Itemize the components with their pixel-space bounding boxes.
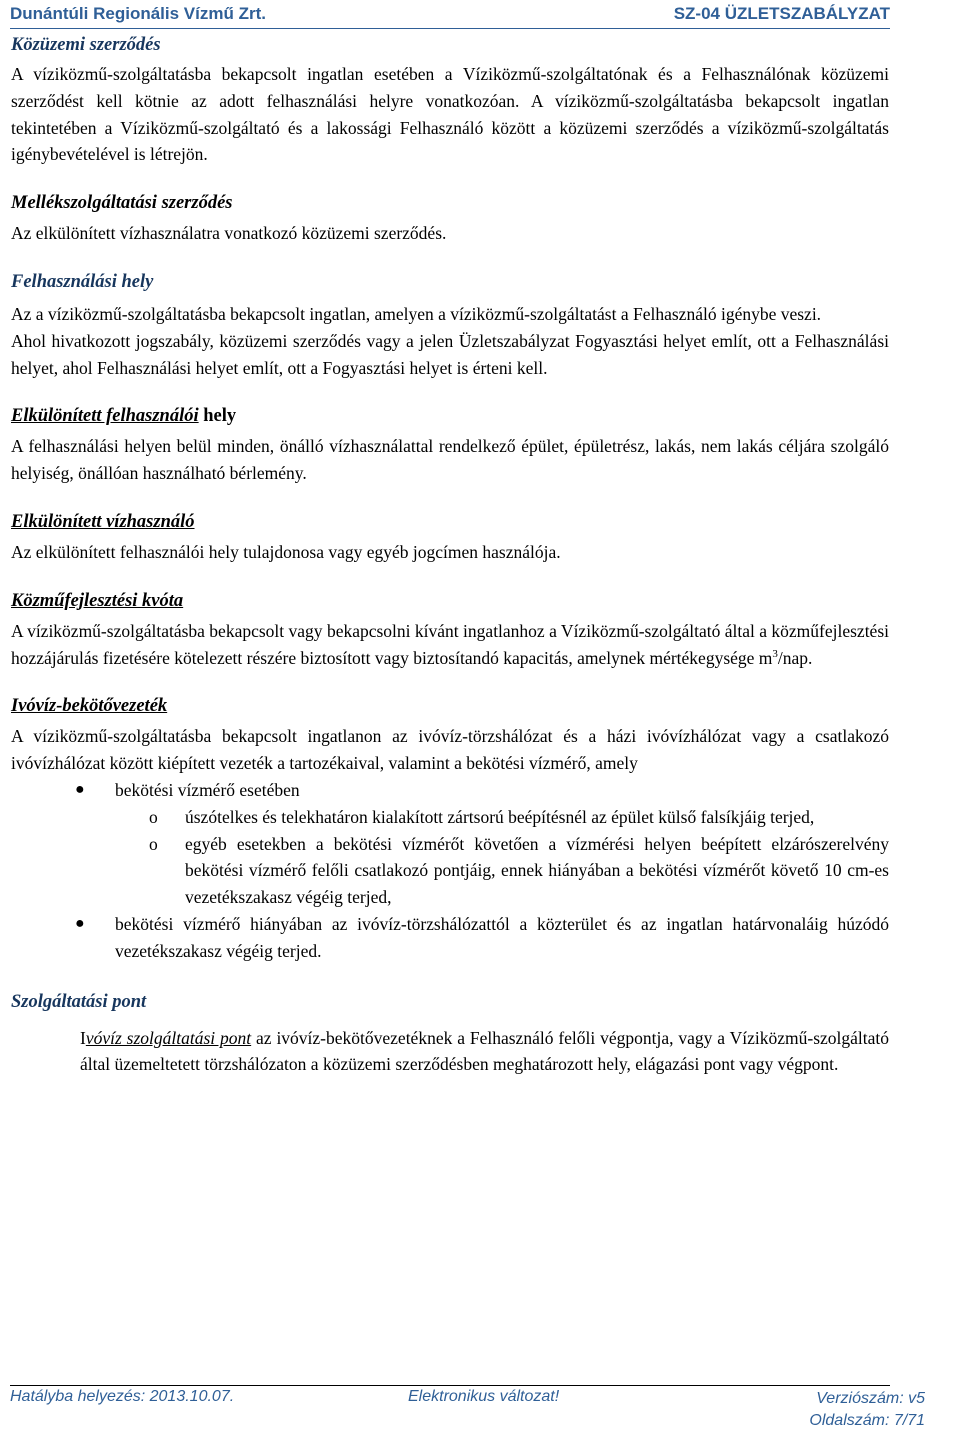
paragraph-elkulonitett-vizhasznalo: Az elkülönített felhasználói hely tulajdonosa vagy egyéb jogcímen használója. <box>11 541 561 562</box>
heading-kozuzemi-szerzodes: Közüzemi szerződés <box>11 35 161 55</box>
heading-kozmufejlesztesi-kvota: Közműfejlesztési kvóta <box>11 590 184 611</box>
heading-elkulonitett-vizhasznalo: Elkülönített vízhasználó <box>11 511 195 532</box>
paragraph-kozmufejlesztesi-kvota: A víziközmű-szolgáltatásba bekapcsolt vagy bekapcsolni kívánt ingatlanhoz a Víziközmű-szolgáltató által a közműfejlesztési hozzájárulás fizetésére kötelezett részére biztosított vagy biztosítandó kapacitás, amelynek mértékegysége $m^3$/nap. <box>11 620 889 668</box>
heading-mellekszolgaltatasi: Mellékszolgáltatási szerződés <box>11 193 233 214</box>
list-subitem: o úszótelkes és telekhatáron kialakított zártsorú beépítésnél az épület külső falsíkjáig terjed, <box>11 804 889 831</box>
electronic-version-note: Elektronikus változat! <box>408 1388 560 1405</box>
list-item: ● bekötési vízmérő hiányában az ivóvíz-törzshálózattól a közterület és az ingatlan határvonaláig húzódó vezetékszakasz végéig terjed. <box>11 911 889 965</box>
heading-ivoviz-bekotovezetek: Ivóvíz-bekötővezeték <box>11 696 168 717</box>
footer-divider <box>10 1385 890 1386</box>
document-code: SZ-04 ÜZLETSZABÁLYZAT <box>673 4 890 23</box>
version-and-page <box>809 1388 925 1432</box>
effective-date: Hatályba helyezés: 2013.10.07. <box>10 1388 235 1405</box>
paragraph-kozuzemi: A víziközmű-szolgáltatásba bekapcsolt ingatlan esetében a Víziközmű-szolgáltatónak és a Felhasználónak közüzemi szerződést kell kötnie az adott felhasználási helyre vonatkozóan. A víziközmű-szolgáltatásba bekapcsolt ingatlan tekintetében a Víziközmű-szolgáltató és a lakossági Felhasználó között a közüzemi szerződés a víziközmű-szolgáltatás igénybevételével is létrejön. <box>11 64 889 165</box>
paragraph-felhasznalasi-hely-2: Ahol hivatkozott jogszabály, közüzemi szerződés vagy a jelen Üzletszabályzat Fogyasztási helyet említ, ott a Felhasználási helyet, ahol Felhasználási helyet említ, ott a Fogyasztási helyet is érteni kell. <box>11 330 889 378</box>
header-divider <box>10 28 890 29</box>
paragraph-szolgaltatasi-pont: Ivóvíz szolgáltatási pont az ivóvíz-bekötővezetéknek a Felhasználó felőli végpontja, vagy a Víziközmű-szolgáltató által üzemeltetett törzshálózaton a közüzemi szerződésben meghatározott hely, elágazási pont vagy végpont. <box>80 1027 890 1075</box>
list-subitem: o egyéb esetekben a bekötési vízmérőt követően a vízmérési helyen beépített elzárószerelvény bekötési vízmérő felőli csatlakozó pontjáig, ennek hiányában a bekötési vízmérőt követő 10 cm-es vezetékszakasz végéig terjed, <box>11 831 889 911</box>
paragraph-felhasznalasi-hely-1: Az a víziközmű-szolgáltatásba bekapcsolt ingatlan, amelyen a víziközmű-szolgáltatást a Felhasználó igénybe veszi. <box>11 303 822 324</box>
heading-szolgaltatasi-pont: Szolgáltatási pont <box>11 991 147 1012</box>
bullet-icon: ● <box>75 780 85 798</box>
paragraph-elkulonitett-felhasznaloi-hely: A felhasználási helyen belül minden, önálló vízhasználattal rendelkező épület, épületrész, lakás, nem lakás céljára szolgáló helyiség, önállóan használható bérlemény. <box>11 436 889 484</box>
paragraph-mellekszolgaltatasi: Az elkülönített vízhasználatra vonatkozó közüzemi szerződés. <box>11 223 447 244</box>
heading-felhasznalasi-hely: Felhasználási hely <box>11 271 154 292</box>
bullet-icon: ● <box>75 914 85 932</box>
circle-bullet-icon: o <box>149 833 158 854</box>
bekotovezetek-list <box>11 777 889 965</box>
page-number: Oldalszám: 7/71 <box>809 1412 925 1429</box>
list-item: ● bekötési vízmérő esetében <box>11 777 889 804</box>
page-header <box>10 4 890 28</box>
page-content <box>11 32 889 1078</box>
paragraph-ivoviz-bekotovezetek: A víziközmű-szolgáltatásba bekapcsolt ingatlanon az ivóvíz-törzshálózat és a házi ivóvízhálózat vagy a csatlakozó ivóvízhálózat között kiépített vezeték a tartozékaival, valamint a bekötési vízmérő, amely <box>11 726 889 774</box>
heading-elkulonitett-felhasznaloi-hely: Elkülönített felhasználói hely <box>11 406 237 427</box>
company-name: Dunántúli Regionális Vízmű Zrt. <box>10 4 266 23</box>
circle-bullet-icon: o <box>149 806 158 827</box>
version-number: Verziószám: v5 <box>816 1390 925 1407</box>
